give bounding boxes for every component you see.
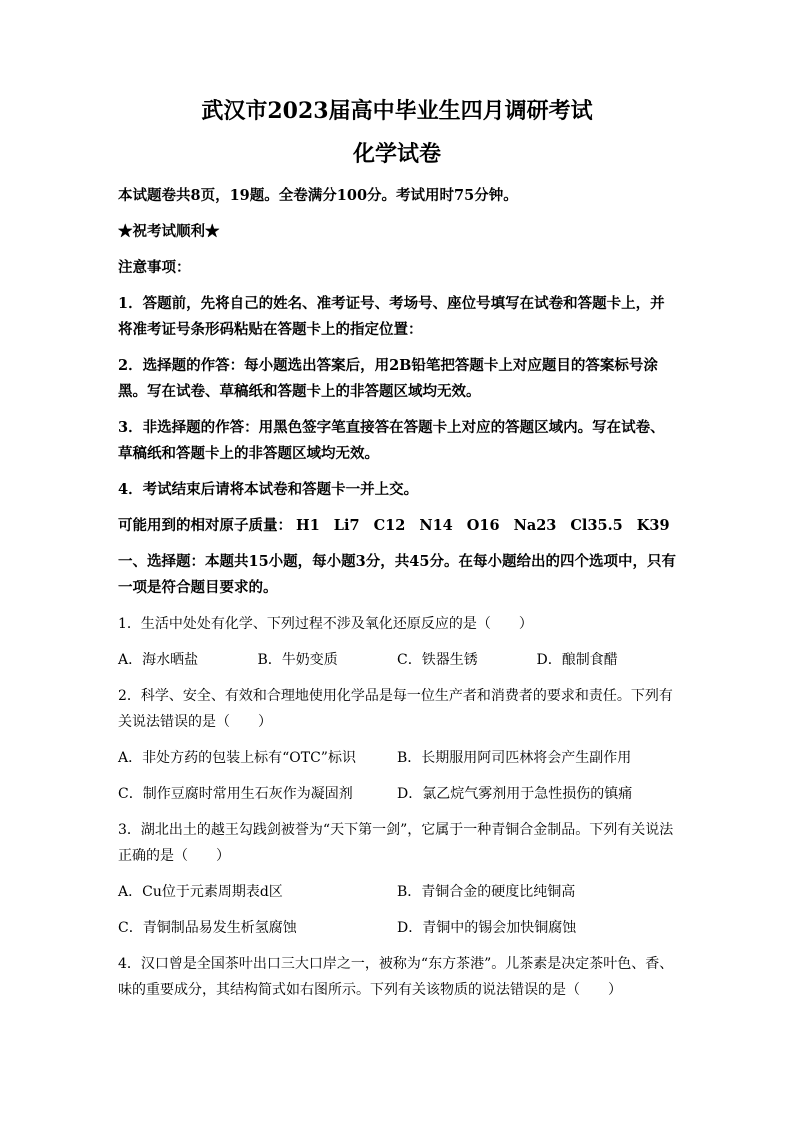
- atomic-mass-item: C12: [373, 517, 406, 534]
- option-c: C．铁器生锈: [397, 652, 478, 668]
- option-b: B．长期服用阿司匹林将会产生副作用: [397, 750, 632, 766]
- question-options: [118, 915, 676, 941]
- atomic-mass-item: Na23: [513, 517, 557, 534]
- question-options: [118, 745, 676, 771]
- option-b: B．牛奶变质: [257, 652, 338, 668]
- notice-heading: 注意事项：: [118, 259, 191, 276]
- question-options: [118, 781, 676, 807]
- atomic-mass-item: Cl35.5: [570, 517, 623, 534]
- option-c: C．青铜制品易发生析氢腐蚀: [118, 920, 297, 936]
- question-stem: 1．生活中处处有化学、下列过程不涉及氧化还原反应的是（ ）: [118, 616, 533, 632]
- option-b: B．青铜合金的硬度比纯铜高: [397, 884, 576, 900]
- notice-item: 2．选择题的作答：每小题选出答案后，用2B铅笔把答题卡上对应题目的答案标号涂黑。写在试卷、草稿纸和答题卡上的非答题区域均无效。: [118, 357, 658, 400]
- page-title: 武汉市2023届高中毕业生四月调研考试: [201, 98, 593, 124]
- atomic-mass-item: Li7: [333, 517, 360, 534]
- question-stem: 3．湖北出土的越王勾践剑被誉为“天下第一剑”，它属于一种青铜合金制品。下列有关说法正确的是（ ）: [118, 822, 674, 864]
- atomic-mass-line: [118, 513, 676, 539]
- option-d: D．酿制食醋: [536, 652, 618, 668]
- question-options: [118, 879, 676, 905]
- option-a: A．Cu位于元素周期表d区: [118, 884, 283, 900]
- option-a: A．海水晒盐: [118, 652, 199, 668]
- notice-item: 3．非选择题的作答：用黑色签字笔直接答在答题卡上对应的答题区域内。写在试卷、草稿纸和答题卡上的非答题区域均无效。: [118, 419, 665, 462]
- atomic-mass-item: O16: [466, 517, 500, 534]
- page-subtitle: 化学试卷: [352, 141, 441, 167]
- question-stem: 2．科学、安全、有效和合理地使用化学品是每一位生产者和消费者的要求和责任。下列有关说法错误的是（ ）: [118, 688, 673, 730]
- option-c: C．制作豆腐时常用生石灰作为凝固剂: [118, 786, 353, 802]
- atomic-mass-label: 可能用到的相对原子质量：: [118, 517, 292, 534]
- question-options: [118, 647, 676, 673]
- exam-wish: ★祝考试顺利★: [118, 223, 220, 240]
- atomic-mass-item: N14: [419, 517, 453, 534]
- notice-item: 4．考试结束后请将本试卷和答题卡一并上交。: [118, 481, 419, 498]
- question-stem: 4．汉口曾是全国茶叶出口三大口岸之一，被称为“东方茶港”。儿茶素是决定茶叶色、香、味的重要成分，其结构简式如右图所示。下列有关该物质的说法错误的是（ ）: [118, 956, 674, 998]
- atomic-mass-item: K39: [636, 517, 670, 534]
- option-d: D．氯乙烷气雾剂用于急性损伤的镇痛: [397, 786, 633, 802]
- atomic-mass-item: H1: [296, 517, 320, 534]
- section-heading: 一、选择题：本题共15小题，每小题3分，共45分。在每小题给出的四个选项中，只有一项是符合题目要求的。: [118, 553, 676, 596]
- exam-intro: 本试题卷共8页，19题。全卷满分100分。考试用时75分钟。: [118, 187, 518, 204]
- option-a: A．非处方药的包装上标有“OTC”标识: [118, 750, 356, 766]
- notice-item: 1．答题前，先将自己的姓名、准考证号、考场号、座位号填写在试卷和答题卡上，并将准考证号条形码粘贴在答题卡上的指定位置：: [118, 295, 665, 338]
- option-d: D．青铜中的锡会加快铜腐蚀: [397, 920, 577, 936]
